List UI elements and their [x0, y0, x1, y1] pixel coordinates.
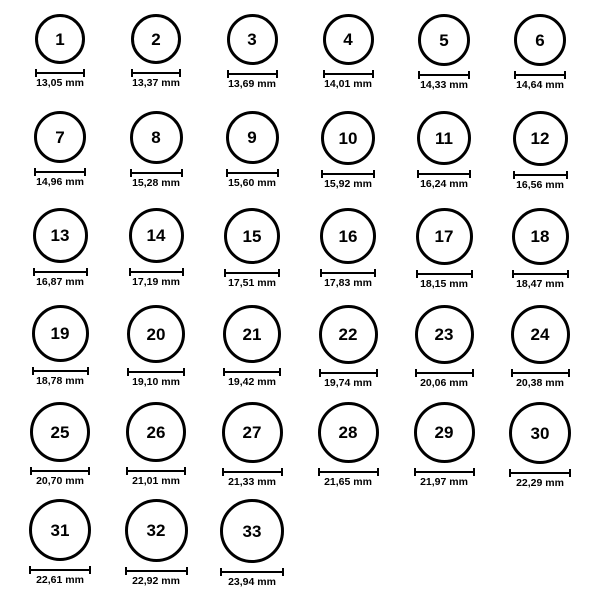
ring-measure [414, 468, 475, 488]
caliper-icon [125, 567, 188, 574]
ring-diameter-label: 18,78 mm [36, 375, 84, 387]
ring-measure [32, 367, 89, 387]
ring-circle [415, 305, 474, 364]
ring-measure [224, 269, 280, 289]
ring-diameter-label: 16,24 mm [420, 178, 468, 190]
ring-circle [126, 402, 186, 462]
ring-size-label: 15 [242, 226, 262, 246]
caliper-icon [414, 468, 475, 475]
ring-diameter-label: 13,05 mm [36, 77, 84, 89]
ring-size-cell [300, 208, 396, 305]
ring-size-cell [108, 111, 204, 208]
ring-diameter-label: 21,33 mm [228, 476, 276, 488]
ring-size-label: 3 [247, 30, 257, 49]
ring-circle [514, 14, 566, 66]
ring-diameter-label: 18,47 mm [516, 278, 564, 290]
ring-diameter-label: 17,19 mm [132, 276, 180, 288]
caliper-icon [226, 169, 279, 176]
caliper-icon [321, 170, 375, 177]
caliper-icon [224, 269, 280, 276]
ring-circle [222, 402, 283, 463]
ring-measure [509, 469, 571, 489]
ring-size-label: 2 [151, 29, 161, 49]
ring-circle [513, 111, 568, 166]
ring-circle [35, 14, 85, 64]
ring-measure [318, 468, 379, 488]
ring-circle [131, 14, 181, 64]
ring-measure [226, 169, 279, 189]
ring-circle [32, 305, 89, 362]
ring-measure [321, 170, 375, 190]
ring-size-label: 10 [338, 128, 358, 148]
ring-size-cell [108, 499, 204, 596]
ring-diameter-label: 17,83 mm [324, 277, 372, 289]
ring-size-label: 28 [338, 423, 358, 442]
ring-size-label: 6 [535, 30, 545, 50]
ring-diameter-label: 17,51 mm [228, 277, 276, 289]
ring-measure [29, 566, 91, 586]
caliper-icon [416, 270, 473, 277]
ring-size-cell [204, 208, 300, 305]
ring-size-label: 19 [50, 324, 70, 343]
ring-size-label: 5 [439, 30, 449, 50]
ring-diameter-label: 22,61 mm [36, 574, 84, 586]
caliper-icon [415, 369, 474, 376]
caliper-icon [126, 467, 186, 474]
ring-size-cell [12, 402, 108, 499]
caliper-icon [222, 468, 283, 475]
ring-measure [415, 369, 474, 389]
caliper-icon [220, 568, 284, 575]
ring-size-cell [12, 499, 108, 596]
ring-measure [33, 268, 88, 288]
ring-size-label: 33 [242, 521, 262, 541]
ring-diameter-label: 18,15 mm [420, 278, 468, 290]
caliper-icon [227, 70, 278, 77]
ring-size-label: 4 [343, 30, 353, 49]
ring-size-cell [492, 208, 588, 305]
caliper-icon [34, 168, 86, 175]
caliper-icon [32, 367, 89, 374]
ring-circle [417, 111, 471, 165]
ring-size-cell [108, 208, 204, 305]
ring-diameter-label: 15,92 mm [324, 178, 372, 190]
ring-measure [323, 70, 374, 90]
ring-circle [416, 208, 473, 265]
caliper-icon [127, 368, 185, 375]
ring-circle [321, 111, 375, 165]
ring-size-label: 21 [242, 324, 262, 344]
caliper-icon [223, 368, 281, 375]
ring-size-label: 20 [146, 324, 166, 344]
ring-size-cell [492, 402, 588, 499]
ring-diameter-label: 21,65 mm [324, 476, 372, 488]
ring-circle [227, 14, 278, 65]
ring-size-label: 26 [146, 422, 166, 442]
ring-size-label: 27 [242, 423, 262, 442]
caliper-icon [29, 566, 91, 573]
caliper-icon [418, 71, 470, 78]
ring-size-cell [300, 111, 396, 208]
ring-diameter-label: 19,74 mm [324, 377, 372, 389]
ring-diameter-label: 14,64 mm [516, 79, 564, 91]
ring-size-label: 13 [50, 226, 70, 245]
ring-measure [130, 169, 183, 189]
ring-circle [223, 305, 281, 363]
ring-size-cell [492, 305, 588, 402]
ring-size-label: 32 [146, 521, 166, 540]
ring-size-cell [204, 14, 300, 111]
ring-measure [418, 71, 470, 91]
ring-circle [33, 208, 88, 263]
ring-measure [34, 168, 86, 188]
ring-measure [513, 171, 568, 191]
ring-size-label: 9 [247, 128, 257, 147]
ring-circle [30, 402, 90, 462]
ring-circle [125, 499, 188, 562]
ring-circle [318, 402, 379, 463]
ring-diameter-label: 22,29 mm [516, 477, 564, 489]
ring-measure [129, 268, 184, 288]
ring-diameter-label: 14,01 mm [324, 78, 372, 90]
ring-size-cell [300, 402, 396, 499]
ring-size-label: 18 [530, 227, 550, 246]
caliper-icon [129, 268, 184, 275]
ring-measure [125, 567, 188, 587]
caliper-icon [509, 469, 571, 476]
ring-circle [512, 208, 569, 265]
ring-size-cell [12, 14, 108, 111]
ring-diameter-label: 19,10 mm [132, 376, 180, 388]
caliper-icon [513, 171, 568, 178]
caliper-icon [320, 269, 376, 276]
ring-diameter-label: 20,38 mm [516, 377, 564, 389]
ring-diameter-label: 13,37 mm [132, 77, 180, 89]
ring-diameter-label: 13,69 mm [228, 78, 276, 90]
ring-circle [511, 305, 570, 364]
caliper-icon [512, 270, 569, 277]
ring-size-label: 30 [530, 423, 550, 443]
ring-size-cell [396, 14, 492, 111]
ring-size-grid [12, 14, 588, 596]
ring-measure [30, 467, 90, 487]
ring-diameter-label: 22,92 mm [132, 575, 180, 587]
ring-size-label: 31 [50, 520, 70, 540]
ring-size-cell [12, 305, 108, 402]
caliper-icon [417, 170, 471, 177]
ring-measure [416, 270, 473, 290]
caliper-icon [35, 69, 85, 76]
ring-circle [319, 305, 378, 364]
ring-size-cell [492, 14, 588, 111]
ring-size-label: 1 [55, 29, 65, 49]
ring-measure [320, 269, 376, 289]
caliper-icon [514, 71, 566, 78]
ring-circle [224, 208, 280, 264]
ring-measure [319, 369, 378, 389]
ring-measure [417, 170, 471, 190]
ring-size-label: 29 [434, 423, 454, 442]
ring-size-label: 22 [338, 325, 358, 344]
ring-measure [131, 69, 181, 89]
ring-diameter-label: 23,94 mm [228, 576, 276, 588]
caliper-icon [130, 169, 183, 176]
ring-size-label: 25 [50, 422, 70, 442]
ring-circle [129, 208, 184, 263]
ring-diameter-label: 20,70 mm [36, 475, 84, 487]
ring-measure [511, 369, 570, 389]
ring-diameter-label: 15,28 mm [132, 177, 180, 189]
ring-measure [35, 69, 85, 89]
ring-diameter-label: 16,87 mm [36, 276, 84, 288]
ring-circle [418, 14, 470, 66]
ring-diameter-label: 14,96 mm [36, 176, 84, 188]
ring-diameter-label: 16,56 mm [516, 179, 564, 191]
ring-circle [226, 111, 279, 164]
ring-measure [126, 467, 186, 487]
caliper-icon [318, 468, 379, 475]
ring-size-label: 16 [338, 226, 358, 246]
caliper-icon [33, 268, 88, 275]
ring-circle [509, 402, 571, 464]
ring-diameter-label: 21,97 mm [420, 476, 468, 488]
ring-circle [127, 305, 185, 363]
ring-size-cell [396, 402, 492, 499]
ring-size-cell [108, 402, 204, 499]
ring-size-cell [108, 305, 204, 402]
ring-diameter-label: 21,01 mm [132, 475, 180, 487]
ring-diameter-label: 14,33 mm [420, 79, 468, 91]
ring-measure [512, 270, 569, 290]
ring-size-label: 7 [55, 127, 65, 147]
ring-circle [29, 499, 91, 561]
ring-size-cell [204, 305, 300, 402]
ring-size-cell [300, 14, 396, 111]
ring-size-cell [204, 499, 300, 596]
ring-diameter-label: 19,42 mm [228, 376, 276, 388]
ring-measure [227, 70, 278, 90]
ring-size-label: 24 [530, 325, 550, 344]
ring-circle [323, 14, 374, 65]
ring-size-cell [108, 14, 204, 111]
ring-measure [220, 568, 284, 588]
ring-diameter-label: 20,06 mm [420, 377, 468, 389]
ring-size-cell [204, 402, 300, 499]
caliper-icon [319, 369, 378, 376]
ring-circle [414, 402, 475, 463]
ring-circle [320, 208, 376, 264]
ring-size-label: 12 [530, 129, 550, 148]
ring-measure [127, 368, 185, 388]
ring-size-label: 14 [146, 226, 166, 245]
ring-size-label: 17 [434, 227, 454, 246]
ring-size-cell [492, 111, 588, 208]
ring-size-label: 8 [151, 128, 161, 147]
caliper-icon [30, 467, 90, 474]
ring-size-label: 23 [434, 325, 454, 344]
ring-size-cell [396, 111, 492, 208]
ring-size-cell [396, 305, 492, 402]
caliper-icon [323, 70, 374, 77]
ring-measure [223, 368, 281, 388]
ring-measure [222, 468, 283, 488]
caliper-icon [511, 369, 570, 376]
ring-size-label: 11 [435, 128, 453, 148]
ring-circle [220, 499, 284, 563]
ring-circle [34, 111, 86, 163]
ring-size-cell [12, 208, 108, 305]
ring-circle [130, 111, 183, 164]
ring-measure [514, 71, 566, 91]
ring-size-cell [300, 305, 396, 402]
caliper-icon [131, 69, 181, 76]
ring-size-cell [396, 208, 492, 305]
ring-diameter-label: 15,60 mm [228, 177, 276, 189]
ring-size-cell [12, 111, 108, 208]
ring-size-cell [204, 111, 300, 208]
